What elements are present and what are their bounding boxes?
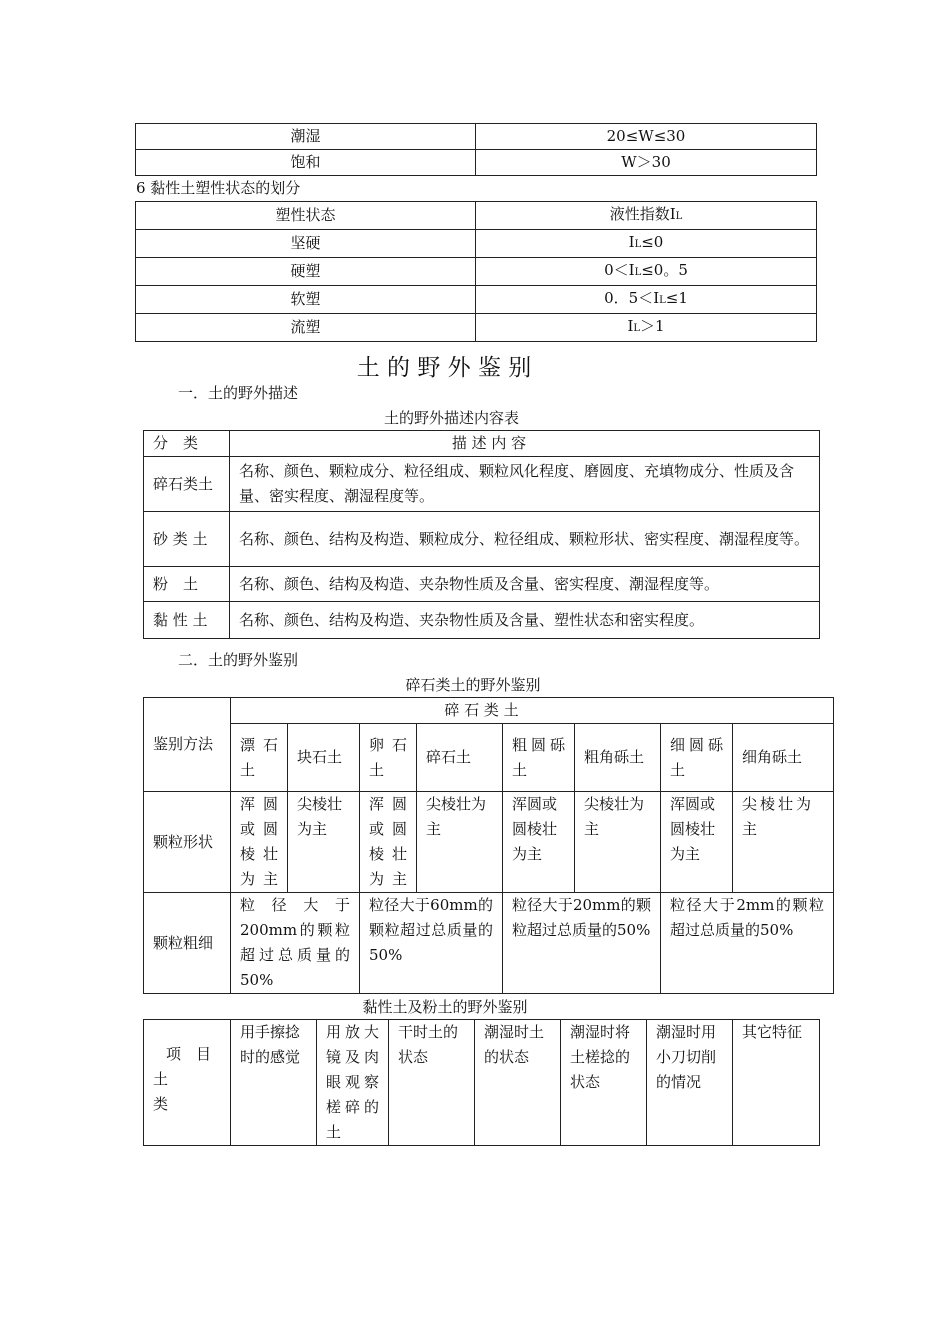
gravel-type: 粗角砾土 <box>575 724 661 792</box>
particle-shape: 浑圆或圆棱壮为主 <box>231 792 288 893</box>
soil-type: 黏 性 土 <box>144 602 230 639</box>
soil-description: 名称、颜色、颗粒成分、粒径组成、颗粒风化程度、磨圆度、充填物成分、性质及含量、密实程度、潮湿程度等。 <box>230 457 820 512</box>
gravel-type: 细角砾土 <box>733 724 834 792</box>
gravel-table <box>143 697 834 994</box>
particle-shape: 浑圆或圆棱壮为主 <box>360 792 417 893</box>
particle-shape: 尖棱壮为主 <box>733 792 834 893</box>
moisture-table <box>135 123 817 176</box>
plasticity-table <box>135 201 817 342</box>
particle-shape: 尖棱壮为主 <box>288 792 360 893</box>
corner-cell <box>144 1020 231 1146</box>
gravel-type: 细圆砾土 <box>661 724 733 792</box>
liquidity-range: 0．5＜IL≤1 <box>476 286 817 314</box>
liquidity-range: 0＜IL≤0。5 <box>476 258 817 286</box>
clay-table <box>143 1019 820 1146</box>
moisture-value: 20≤W≤30 <box>476 124 817 150</box>
soil-description: 名称、颜色、结构及构造、颗粒成分、粒径组成、颗粒形状、密实程度、潮湿程度等。 <box>230 512 820 567</box>
size-label: 颗粒粗细 <box>144 893 231 994</box>
soil-type: 碎石类土 <box>144 457 230 512</box>
particle-shape: 尖棱壮为主 <box>575 792 661 893</box>
method-label: 鉴别方法 <box>144 698 231 792</box>
shape-label: 颗粒形状 <box>144 792 231 893</box>
description-table-title: 土的野外描述内容表 <box>383 409 519 427</box>
gravel-type: 粗圆砾土 <box>503 724 575 792</box>
particle-size: 粒径大于20mm的颗粒超过总质量的50% <box>503 893 661 994</box>
soil-type: 粉 土 <box>144 567 230 602</box>
soil-description: 名称、颜色、结构及构造、夹杂物性质及含量、塑性状态和密实程度。 <box>230 602 820 639</box>
moisture-state: 潮湿 <box>136 124 476 150</box>
particle-size: 粒径大于60mm的颗粒超过总质量的50% <box>360 893 503 994</box>
plastic-state: 硬塑 <box>136 258 476 286</box>
header-plastic-state: 塑性状态 <box>136 202 476 230</box>
section2-heading: 二．土的野外鉴别 <box>178 651 299 669</box>
clay-column-header: 用手擦捻时的感觉 <box>231 1020 317 1146</box>
plastic-state: 软塑 <box>136 286 476 314</box>
soil-type: 砂 类 土 <box>144 512 230 567</box>
clay-column-header: 潮湿时土的状态 <box>475 1020 561 1146</box>
header-type: 分 类 <box>144 431 230 457</box>
main-title: 土 的 野 外 鉴 别 <box>356 355 532 381</box>
section1-heading: 一．土的野外描述 <box>178 384 299 402</box>
corner-item-label: 项 目 <box>165 1045 211 1063</box>
plasticity-heading: 6 黏性土塑性状态的划分 <box>136 179 301 197</box>
description-table <box>143 430 820 639</box>
moisture-state: 饱和 <box>136 150 476 176</box>
gravel-type: 漂石土 <box>231 724 288 792</box>
particle-size: 粒径大于2mm的颗粒超过总质量的50% <box>661 893 834 994</box>
particle-shape: 浑圆或圆棱壮为主 <box>661 792 733 893</box>
clay-table-title: 黏性土及粉土的野外鉴别 <box>362 998 528 1016</box>
liquidity-range: IL≤0 <box>476 230 817 258</box>
clay-column-header: 潮湿时将土槎捻的状态 <box>561 1020 647 1146</box>
gravel-type: 碎石土 <box>417 724 503 792</box>
particle-size: 粒径大于200mm的颗粒超过总质量的50% <box>231 893 360 994</box>
plastic-state: 流塑 <box>136 314 476 342</box>
clay-column-header: 干时土的状态 <box>389 1020 475 1146</box>
moisture-value: W＞30 <box>476 150 817 176</box>
clay-column-header: 用放大镜及肉眼观察槎碎的土 <box>317 1020 389 1146</box>
clay-column-header: 潮湿时用小刀切削的情况 <box>647 1020 733 1146</box>
liquidity-range: IL＞1 <box>476 314 817 342</box>
header-liquidity-index: 液性指数IL <box>476 202 817 230</box>
gravel-type: 卵石土 <box>360 724 417 792</box>
gravel-table-title: 碎石类土的野外鉴别 <box>405 676 541 694</box>
corner-type-label: 土 类 <box>153 1070 184 1113</box>
gravel-type: 块石土 <box>288 724 360 792</box>
plastic-state: 坚硬 <box>136 230 476 258</box>
particle-shape: 尖棱壮为主 <box>417 792 503 893</box>
particle-shape: 浑圆或圆棱壮为主 <box>503 792 575 893</box>
header-description: 描 述 内 容 <box>230 431 820 457</box>
soil-description: 名称、颜色、结构及构造、夹杂物性质及含量、密实程度、潮湿程度等。 <box>230 567 820 602</box>
gravel-group-label: 碎 石 类 土 <box>231 698 834 724</box>
clay-column-header: 其它特征 <box>733 1020 820 1146</box>
